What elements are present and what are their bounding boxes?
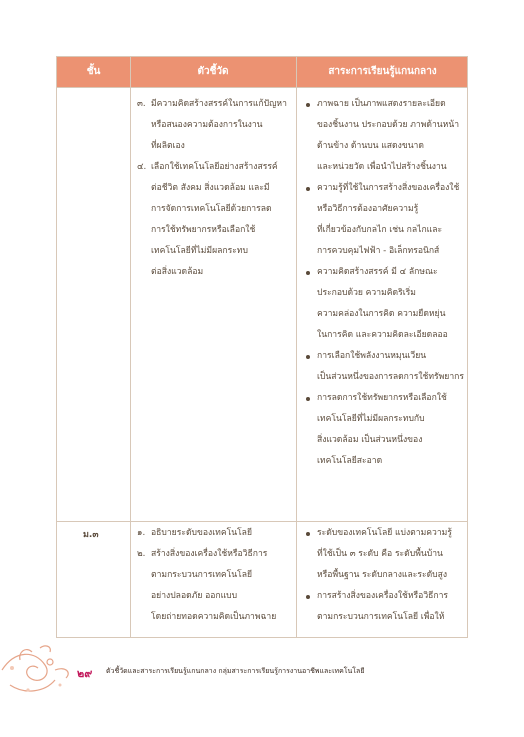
content-line: ระดับของเทคโนโลยี แบ่งตามความรู้ bbox=[317, 528, 452, 538]
content-line: ตามกระบวนการเทคโนโลยี เพื่อให้ bbox=[317, 612, 445, 622]
content-line: ภาพฉาย เป็นภาพแสดงรายละเอียด bbox=[317, 99, 446, 109]
header-content: สาระการเรียนรู้แกนกลาง bbox=[328, 66, 437, 77]
indicator-line: เลือกใช้เทคโนโลยีอย่างสร้างสรรค์ bbox=[151, 162, 278, 172]
content-line: ที่เกี่ยวข้องกับกลไก เช่น กลไกและ bbox=[317, 225, 443, 235]
page-number: ๒๙ bbox=[77, 667, 93, 680]
bullet-icon bbox=[306, 532, 310, 536]
bullet-icon bbox=[306, 187, 310, 191]
curriculum-table bbox=[56, 56, 468, 638]
content-line: ความรู้ที่ใช้ในการสร้างสิ่งของเครื่องใช้ bbox=[317, 183, 460, 193]
content-line: ความคิดสร้างสรรค์ มี ๔ ลักษณะ bbox=[317, 267, 438, 277]
indicator-line: มีความคิดสร้างสรรค์ในการแก้ปัญหา bbox=[151, 99, 287, 109]
bullet-icon bbox=[306, 271, 310, 275]
content-line: เป็นส่วนหนึ่งของการลดการใช้ทรัพยากร bbox=[317, 372, 464, 382]
content-line: ในการคิด และความคิดละเอียดลออ bbox=[317, 330, 448, 340]
indicator-line: ตามกระบวนการเทคโนโลยี bbox=[151, 570, 253, 580]
indicator-line: ต่อชีวิต สังคม สิ่งแวดล้อม และมี bbox=[151, 183, 270, 193]
indicator-line: สร้างสิ่งของเครื่องใช้หรือวิธีการ bbox=[151, 549, 268, 559]
column-divider bbox=[296, 57, 297, 637]
content-line: เทคโนโลยีสะอาด bbox=[317, 456, 383, 466]
indicator-line: การจัดการเทคโนโลยีด้วยการลด bbox=[151, 204, 272, 214]
content-line: และหน่วยวัด เพื่อนำไปสร้างชิ้นงาน bbox=[317, 162, 447, 172]
content-line: ที่ใช้เป็น ๓ ระดับ คือ ระดับพื้นบ้าน bbox=[317, 549, 443, 559]
indicator-line: ต่อสิ่งแวดล้อม bbox=[151, 267, 204, 277]
indicator-line: เทคโนโลยีที่ไม่มีผลกระทบ bbox=[151, 246, 248, 256]
indicator-number: ๒. bbox=[137, 549, 146, 559]
indicator-line: โดยถ่ายทอดความคิดเป็นภาพฉาย bbox=[151, 612, 277, 622]
content-line: สิ่งแวดล้อม เป็นส่วนหนึ่งของ bbox=[317, 435, 423, 445]
content-line: ของชิ้นงาน ประกอบด้วย ภาพด้านหน้า bbox=[317, 120, 460, 130]
content-line: เทคโนโลยีที่ไม่มีผลกระทบกับ bbox=[317, 414, 425, 424]
content-line: ประกอบด้วย ความคิดริเริ่ม bbox=[317, 288, 416, 298]
indicator-number: ๔. bbox=[137, 162, 147, 172]
row-divider bbox=[57, 87, 467, 88]
footer-title: ตัวชี้วัดและสาระการเรียนรู้แกนกลาง กลุ่มสาระการเรียนรู้การงานอาชีพและเทคโนโลยี bbox=[106, 667, 365, 675]
content-line: ความคล่องในการคิด ความยืดหยุ่น bbox=[317, 309, 446, 319]
bullet-icon bbox=[306, 355, 310, 359]
indicator-line: หรือสนองความต้องการในงาน bbox=[151, 120, 263, 130]
content-line: การลดการใช้ทรัพยากรหรือเลือกใช้ bbox=[317, 393, 447, 403]
indicator-number: ๓. bbox=[137, 99, 146, 109]
bullet-icon bbox=[306, 397, 310, 401]
indicator-line: ที่ผลิตเอง bbox=[151, 141, 185, 151]
content-line: ด้านข้าง ด้านบน แสดงขนาด bbox=[317, 141, 424, 151]
indicator-line: อย่างปลอดภัย ออกแบบ bbox=[151, 591, 238, 601]
column-divider bbox=[130, 57, 131, 637]
bullet-icon bbox=[306, 595, 310, 599]
indicator-number: ๑. bbox=[137, 528, 146, 538]
content-line: หรือพื้นฐาน ระดับกลางและระดับสูง bbox=[317, 570, 448, 580]
bullet-icon bbox=[306, 103, 310, 107]
floral-ornament-icon bbox=[0, 640, 110, 700]
grade-label: ม.๓ bbox=[83, 530, 99, 540]
header-grade: ชั้น bbox=[86, 66, 101, 77]
table-header bbox=[57, 57, 467, 87]
content-line: การเลือกใช้พลังงานหมุนเวียน bbox=[317, 351, 427, 361]
content-line: การควบคุมไฟฟ้า - อิเล็กทรอนิกส์ bbox=[317, 246, 440, 256]
indicator-line: อธิบายระดับของเทคโนโลยี bbox=[151, 528, 252, 538]
content-line: หรือวิธีการต้องอาศัยความรู้ bbox=[317, 204, 419, 214]
row-divider bbox=[57, 521, 467, 522]
content-line: การสร้างสิ่งของเครื่องใช้หรือวิธีการ bbox=[317, 591, 449, 601]
header-indicators: ตัวชี้วัด bbox=[197, 66, 229, 77]
indicator-line: การใช้ทรัพยากรหรือเลือกใช้ bbox=[151, 225, 256, 235]
